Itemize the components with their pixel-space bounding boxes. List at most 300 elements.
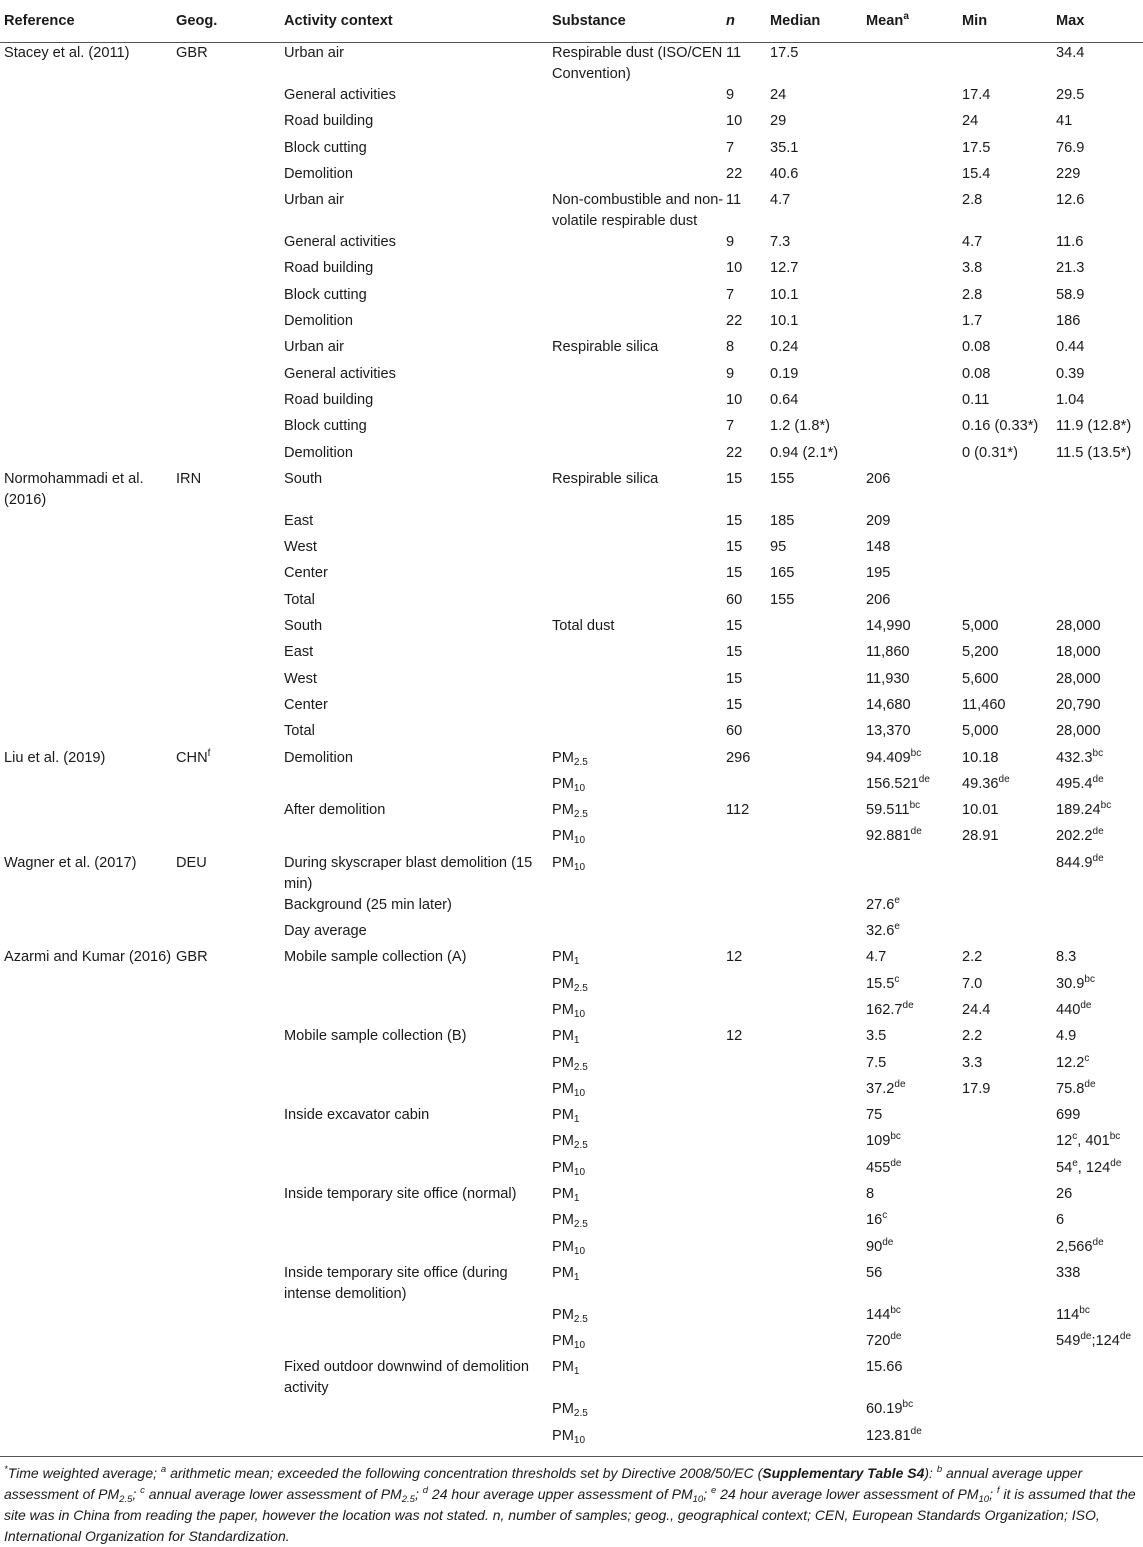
cell-min: 2.2 xyxy=(962,949,983,966)
cell-min xyxy=(962,1305,1056,1331)
cell-activity-context xyxy=(284,1331,552,1357)
cell-substance: Total dust xyxy=(552,618,615,635)
cell-geog xyxy=(176,974,284,1000)
cell-min xyxy=(962,590,1056,616)
cell-activity-context xyxy=(284,1053,552,1079)
cell-mean xyxy=(866,85,962,111)
cell-median xyxy=(770,1357,866,1399)
cell-reference xyxy=(0,1000,176,1026)
cell-mean: 16$^c$ xyxy=(866,1210,888,1229)
cell-substance xyxy=(552,590,726,616)
table-row xyxy=(0,390,1143,416)
cell-min xyxy=(962,1263,1056,1305)
cell-reference xyxy=(0,164,176,190)
cell-median xyxy=(770,1305,866,1331)
cell-activity-context: Mobile sample collection (A) xyxy=(284,949,467,966)
cell-n: 60 xyxy=(726,723,743,740)
cell-median: 155 xyxy=(770,470,795,487)
cell-n: 15 xyxy=(726,512,743,529)
cell-geog xyxy=(176,443,284,469)
table-row xyxy=(0,1305,1143,1331)
table-row xyxy=(0,1158,1143,1184)
cell-reference xyxy=(0,1158,176,1184)
cell-reference: Normohammadi et al. (2016) xyxy=(4,470,144,508)
cell-median xyxy=(770,1263,866,1305)
cell-reference xyxy=(0,1131,176,1157)
cell-median xyxy=(770,695,866,721)
cell-geog xyxy=(176,416,284,442)
table-row xyxy=(0,669,1143,695)
cell-activity-context xyxy=(284,774,552,800)
cell-min xyxy=(962,1331,1056,1357)
table-row xyxy=(0,337,1143,363)
cell-activity-context xyxy=(284,1426,552,1456)
table-row xyxy=(0,1000,1143,1026)
cell-mean: 209 xyxy=(866,512,891,529)
cell-geog xyxy=(176,1331,284,1357)
cell-substance: $PM_{2.5}$ xyxy=(552,802,588,821)
cell-min xyxy=(962,1184,1056,1210)
cell-max xyxy=(1056,921,1143,947)
cell-mean: 156.521de xyxy=(866,773,930,792)
cell-max: 28,000 xyxy=(1056,723,1101,740)
cell-substance: $PM_1$ xyxy=(552,1107,580,1126)
cell-mean: 92.881de xyxy=(866,826,922,845)
cell-n xyxy=(726,826,770,852)
cell-min: 17.5 xyxy=(962,139,991,156)
cell-substance xyxy=(552,721,726,747)
cell-reference: Liu et al. (2019) xyxy=(4,749,106,766)
cell-substance xyxy=(552,111,726,137)
cell-geog xyxy=(176,390,284,416)
cell-min: 7.0 xyxy=(962,975,983,992)
table-row xyxy=(0,1210,1143,1236)
table-row xyxy=(0,285,1143,311)
cell-max: 1.04 xyxy=(1056,391,1085,408)
cell-reference xyxy=(0,1331,176,1357)
header-max: Max xyxy=(1056,0,1143,43)
cell-max: 29.5 xyxy=(1056,87,1085,103)
cell-activity-context: Urban air xyxy=(284,339,345,356)
cell-mean xyxy=(866,232,962,258)
cell-median xyxy=(770,974,866,1000)
cell-median: 0.94 (2.1*) xyxy=(770,444,839,461)
cell-reference xyxy=(0,1184,176,1210)
cell-mean: 94.409$^{bc}$ xyxy=(866,747,922,766)
cell-min: 3.8 xyxy=(962,260,983,277)
cell-max: 338 xyxy=(1056,1264,1081,1281)
table-row xyxy=(0,563,1143,589)
cell-activity-context: Inside excavator cabin xyxy=(284,1107,430,1124)
cell-n xyxy=(726,1210,770,1236)
cell-n: 11 xyxy=(726,192,742,209)
cell-median xyxy=(770,853,866,895)
cell-activity-context: During skyscraper blast demolition (15 min) xyxy=(284,854,533,892)
cell-min xyxy=(962,1399,1056,1425)
table-row xyxy=(0,43,1143,86)
cell-median xyxy=(770,1131,866,1157)
cell-n xyxy=(726,974,770,1000)
cell-reference xyxy=(0,138,176,164)
cell-geog xyxy=(176,537,284,563)
cell-max: 41 xyxy=(1056,113,1073,130)
cell-activity-context: Background (25 min later) xyxy=(284,896,452,913)
cell-n: 10 xyxy=(726,113,743,130)
cell-mean xyxy=(866,138,962,164)
cell-activity-context: Urban air xyxy=(284,45,345,61)
cell-min: 17.9 xyxy=(962,1080,991,1097)
cell-median xyxy=(770,895,866,921)
cell-median: 40.6 xyxy=(770,165,799,182)
cell-geog xyxy=(176,695,284,721)
cell-max: 189.24$^{bc}$ xyxy=(1056,800,1112,819)
cell-median: 155 xyxy=(770,591,795,608)
cell-n: 10 xyxy=(726,391,743,408)
cell-median xyxy=(770,1426,866,1456)
cell-reference xyxy=(0,190,176,232)
cell-geog xyxy=(176,590,284,616)
cell-geog xyxy=(176,1399,284,1425)
cell-substance xyxy=(552,258,726,284)
cell-max: 699 xyxy=(1056,1107,1081,1124)
cell-min: 5,200 xyxy=(962,644,999,661)
cell-min xyxy=(962,853,1056,895)
cell-substance: $PM_{2.5}$ xyxy=(552,1306,588,1325)
cell-n xyxy=(726,1105,770,1131)
cell-substance xyxy=(552,311,726,337)
cell-substance: $PM_1$ xyxy=(552,949,580,968)
table-footnote: *Time weighted average; $^a$ arithmetic mean; exceeded the following concentration thresholds set by Directive 2008/50/EC (Supplementary Table S4): $^b$ annual average upper assessment of $PM_{2.5}$; $^c$ annual average lower assessment of $PM_{2.5}$; $^d$ 24 hour average upper assessment of $PM_{10}$; $^e$ 24 hour average lower assessment of $PM_{10}$; $^f$ it is assumed that the site was in China from reading the paper, however the location was not stated. n, number of samples; geog., geographical context; CEN, European Standards Organization; ISO, International Organization for Standardization. xyxy=(0,1456,1143,1547)
table-row xyxy=(0,511,1143,537)
cell-n: 15 xyxy=(726,470,743,487)
cell-reference xyxy=(0,616,176,642)
table-row xyxy=(0,1131,1143,1157)
cell-n xyxy=(726,1305,770,1331)
table-body xyxy=(0,43,1143,1457)
cell-geog xyxy=(176,921,284,947)
cell-min xyxy=(962,537,1056,563)
cell-n: 12 xyxy=(726,1028,743,1045)
cell-n: 112 xyxy=(726,802,750,819)
cell-substance: $PM_1$ xyxy=(552,1264,580,1283)
cell-median xyxy=(770,642,866,668)
cell-activity-context xyxy=(284,1000,552,1026)
cell-median xyxy=(770,1158,866,1184)
cell-median xyxy=(770,1105,866,1131)
cell-min: 0.16 (0.33*) xyxy=(962,418,1039,435)
table-row xyxy=(0,111,1143,137)
cell-reference xyxy=(0,1026,176,1052)
cell-geog xyxy=(176,642,284,668)
cell-min xyxy=(962,563,1056,589)
cell-max xyxy=(1056,563,1143,589)
cell-mean: 56 xyxy=(866,1264,883,1281)
cell-reference xyxy=(0,111,176,137)
cell-substance: $PM_{10}$ xyxy=(552,1427,586,1446)
cell-max: 2,566de xyxy=(1056,1236,1104,1255)
cell-activity-context: Demolition xyxy=(284,444,353,461)
cell-substance xyxy=(552,443,726,469)
cell-geog xyxy=(176,1026,284,1052)
cell-max: 28,000 xyxy=(1056,618,1101,635)
cell-substance: $PM_{10}$ xyxy=(552,1080,586,1099)
cell-reference xyxy=(0,1237,176,1263)
cell-reference xyxy=(0,1399,176,1425)
cell-reference xyxy=(0,974,176,1000)
cell-max: $114^{bc}$ xyxy=(1056,1304,1090,1323)
cell-activity-context: Block cutting xyxy=(284,286,367,303)
cell-min: 3.3 xyxy=(962,1054,983,1071)
cell-mean: $109^{bc}$ xyxy=(866,1131,901,1150)
cell-geog xyxy=(176,1158,284,1184)
table-row xyxy=(0,1237,1143,1263)
cell-max: 20,790 xyxy=(1056,696,1101,713)
cell-geog xyxy=(176,1053,284,1079)
cell-mean xyxy=(866,258,962,284)
cell-n: 22 xyxy=(726,444,743,461)
cell-substance xyxy=(552,895,726,921)
cell-mean: 206 xyxy=(866,470,891,487)
cell-substance xyxy=(552,511,726,537)
cell-mean: 206 xyxy=(866,591,891,608)
cell-mean: 14,680 xyxy=(866,696,911,713)
table-row xyxy=(0,1184,1143,1210)
cell-median: 185 xyxy=(770,512,795,529)
header-activity-context: Activity context xyxy=(284,0,552,43)
cell-substance: $PM_{2.5}$ xyxy=(552,1054,588,1073)
cell-activity-context: East xyxy=(284,644,314,661)
table-row xyxy=(0,1331,1143,1357)
cell-reference xyxy=(0,695,176,721)
cell-activity-context xyxy=(284,974,552,1000)
table-row xyxy=(0,1357,1143,1399)
cell-max: 6 xyxy=(1056,1212,1065,1229)
cell-geog xyxy=(176,258,284,284)
cell-mean xyxy=(866,311,962,337)
cell-activity-context: Center xyxy=(284,565,328,582)
cell-n xyxy=(726,1079,770,1105)
cell-reference xyxy=(0,390,176,416)
cell-median: 29 xyxy=(770,113,787,130)
cell-activity-context: Total xyxy=(284,591,315,608)
cell-substance xyxy=(552,232,726,258)
cell-geog xyxy=(176,616,284,642)
cell-substance: $PM_{2.5}$ xyxy=(552,1133,588,1152)
cell-reference xyxy=(0,311,176,337)
cell-reference xyxy=(0,800,176,826)
cell-mean: 720de xyxy=(866,1331,902,1350)
cell-mean: 90de xyxy=(866,1236,894,1255)
cell-geog xyxy=(176,138,284,164)
cell-median: 0.64 xyxy=(770,391,799,408)
cell-n: 7 xyxy=(726,139,735,156)
cell-geog: CHN$^f$ xyxy=(176,747,211,766)
cell-max xyxy=(1056,1357,1143,1399)
cell-median xyxy=(770,1237,866,1263)
cell-min: 15.4 xyxy=(962,165,991,182)
cell-max xyxy=(1056,511,1143,537)
cell-median: 0.19 xyxy=(770,365,799,382)
cell-median xyxy=(770,1184,866,1210)
cell-substance xyxy=(552,85,726,111)
cell-max: 440de xyxy=(1056,999,1092,1018)
cell-min xyxy=(962,1357,1056,1399)
cell-max: 0.39 xyxy=(1056,365,1085,382)
cell-geog xyxy=(176,1131,284,1157)
cell-mean: 162.7de xyxy=(866,999,914,1018)
cell-n: 7 xyxy=(726,286,735,303)
cell-reference xyxy=(0,337,176,363)
cell-geog xyxy=(176,721,284,747)
cell-n xyxy=(726,1184,770,1210)
cell-geog xyxy=(176,1000,284,1026)
cell-substance: $PM_{10}$ xyxy=(552,1159,586,1178)
cell-min: 5,000 xyxy=(962,723,999,740)
table-row xyxy=(0,853,1143,895)
cell-mean: 4.7 xyxy=(866,949,887,966)
cell-reference xyxy=(0,232,176,258)
cell-median xyxy=(770,1026,866,1052)
table-row xyxy=(0,616,1143,642)
cell-mean xyxy=(866,337,962,363)
cell-mean: 37.2de xyxy=(866,1078,906,1097)
cell-reference xyxy=(0,85,176,111)
cell-median: 10.1 xyxy=(770,286,799,303)
cell-max: 12.6 xyxy=(1056,192,1085,209)
cell-geog xyxy=(176,285,284,311)
cell-reference: Stacey et al. (2011) xyxy=(4,45,130,61)
cell-substance xyxy=(552,563,726,589)
cell-min xyxy=(962,1131,1056,1157)
cell-max xyxy=(1056,590,1143,616)
cell-min: 28.91 xyxy=(962,828,999,845)
cell-min xyxy=(962,1210,1056,1236)
cell-n: 9 xyxy=(726,365,735,382)
cell-median xyxy=(770,669,866,695)
cell-reference xyxy=(0,443,176,469)
cell-max: 54e, 124de xyxy=(1056,1157,1122,1176)
cell-median xyxy=(770,1000,866,1026)
cell-substance xyxy=(552,416,726,442)
cell-reference xyxy=(0,921,176,947)
cell-min: 5,600 xyxy=(962,670,999,687)
cell-substance: $PM_{10}$ xyxy=(552,1001,586,1020)
header-median: Median xyxy=(770,0,866,43)
cell-mean: 3.5 xyxy=(866,1028,887,1045)
cell-mean: 59.511$^{bc}$ xyxy=(866,800,921,819)
cell-n: 11 xyxy=(726,45,742,61)
cell-geog: GBR xyxy=(176,45,208,61)
cell-max: 549de;124de xyxy=(1056,1331,1132,1350)
cell-activity-context: Block cutting xyxy=(284,139,367,156)
cell-mean: 148 xyxy=(866,539,891,556)
cell-geog xyxy=(176,111,284,137)
cell-geog xyxy=(176,1263,284,1305)
cell-geog xyxy=(176,511,284,537)
cell-activity-context: Demolition xyxy=(284,313,353,330)
cell-min: 10.01 xyxy=(962,802,999,819)
cell-mean: 15.66 xyxy=(866,1359,903,1376)
cell-activity-context: Fixed outdoor downwind of demolition activity xyxy=(284,1359,529,1397)
cell-substance: $PM_1$ xyxy=(552,1359,580,1378)
cell-reference xyxy=(0,511,176,537)
cell-substance: $PM_{10}$ xyxy=(552,1333,586,1352)
cell-reference xyxy=(0,285,176,311)
cell-mean: 13,370 xyxy=(866,723,911,740)
cell-geog: IRN xyxy=(176,470,202,487)
cell-substance xyxy=(552,390,726,416)
cell-activity-context: South xyxy=(284,470,323,487)
cell-n xyxy=(726,1053,770,1079)
cell-mean: 455de xyxy=(866,1157,902,1176)
cell-substance: $PM_{2.5}$ xyxy=(552,749,588,768)
cell-geog xyxy=(176,1426,284,1456)
cell-min: 24 xyxy=(962,113,979,130)
cell-max: 12.2$^c$ xyxy=(1056,1052,1090,1071)
table-row xyxy=(0,232,1143,258)
cell-reference xyxy=(0,1305,176,1331)
cell-reference xyxy=(0,1357,176,1399)
cell-median: 12.7 xyxy=(770,260,799,277)
cell-substance: $PM_1$ xyxy=(552,1185,580,1204)
cell-geog xyxy=(176,164,284,190)
table-row xyxy=(0,1079,1143,1105)
cell-max: 495.4de xyxy=(1056,773,1104,792)
cell-reference xyxy=(0,721,176,747)
cell-min: 17.4 xyxy=(962,87,991,103)
cell-min xyxy=(962,921,1056,947)
cell-activity-context: Road building xyxy=(284,391,374,408)
cell-n xyxy=(726,895,770,921)
table-row xyxy=(0,800,1143,826)
table-row xyxy=(0,258,1143,284)
table-row xyxy=(0,469,1143,511)
cell-n xyxy=(726,1237,770,1263)
cell-geog xyxy=(176,800,284,826)
cell-max: 0.44 xyxy=(1056,339,1085,356)
cell-min xyxy=(962,469,1056,511)
cell-median xyxy=(770,721,866,747)
cell-reference xyxy=(0,1079,176,1105)
cell-n xyxy=(726,1399,770,1425)
cell-substance xyxy=(552,364,726,390)
table-row xyxy=(0,826,1143,852)
cell-mean: 75 xyxy=(866,1107,883,1124)
table-row xyxy=(0,138,1143,164)
cell-min: 10.18 xyxy=(962,749,999,766)
table-row xyxy=(0,364,1143,390)
cell-n xyxy=(726,1263,770,1305)
cell-geog xyxy=(176,85,284,111)
cell-median xyxy=(770,774,866,800)
cell-substance xyxy=(552,695,726,721)
cell-substance: $PM_{2.5}$ xyxy=(552,975,588,994)
cell-activity-context: Demolition xyxy=(284,749,353,766)
cell-mean: 195 xyxy=(866,565,891,582)
cell-max: 12$^c$, $401^{bc}$ xyxy=(1056,1131,1121,1150)
cell-median: 95 xyxy=(770,539,787,556)
cell-activity-context xyxy=(284,1237,552,1263)
cell-max: 4.9 xyxy=(1056,1028,1077,1045)
cell-min xyxy=(962,1426,1056,1456)
cell-mean xyxy=(866,853,962,895)
cell-max: 18,000 xyxy=(1056,644,1101,661)
cell-reference xyxy=(0,563,176,589)
cell-mean xyxy=(866,164,962,190)
cell-activity-context: Urban air xyxy=(284,192,345,209)
cell-reference: Wagner et al. (2017) xyxy=(4,854,137,871)
cell-reference xyxy=(0,590,176,616)
